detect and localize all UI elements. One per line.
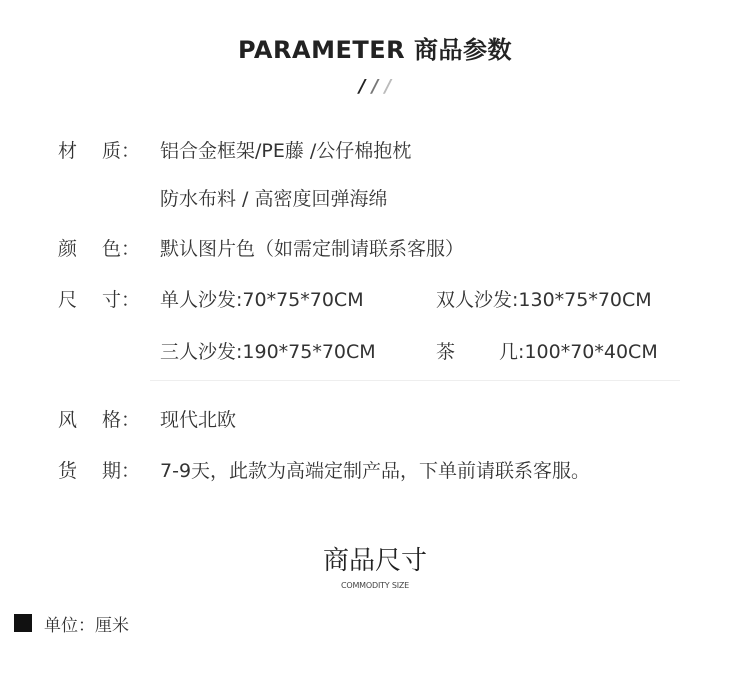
page-title: PARAMETER 商品参数 xyxy=(238,36,512,64)
param-label-material: 材 质： xyxy=(58,140,141,162)
param-value-color: 默认图片色（如需定制请联系客服） xyxy=(160,238,465,260)
param-row-material xyxy=(0,136,750,166)
unit-label: 单位：厘米 xyxy=(44,616,129,636)
slash-mark: / xyxy=(384,76,392,97)
param-row-size xyxy=(0,285,750,315)
param-value-size-double: 双人沙发:130*75*70CM xyxy=(436,289,652,311)
dimensions-subtitle: COMMODITY SIZE xyxy=(341,581,409,590)
param-label-size: 尺 寸： xyxy=(58,289,141,311)
decorative-slashes xyxy=(0,76,750,97)
param-value-material-line1: 铝合金框架/PE藤 /公仔棉抱枕 xyxy=(160,140,412,162)
param-value-style: 现代北欧 xyxy=(160,409,237,431)
param-value-material-line2: 防水布料 / 高密度回弹海绵 xyxy=(160,188,388,210)
param-value-delivery: 7-9天，此款为高端定制产品，下单前请联系客服。 xyxy=(160,460,591,482)
param-row-delivery xyxy=(0,456,750,486)
param-label-color: 颜 色： xyxy=(58,238,141,260)
section-divider xyxy=(150,380,680,381)
param-value-size-triple: 三人沙发:190*75*70CM xyxy=(160,341,376,363)
slash-mark: / xyxy=(371,76,379,97)
param-row-size-cont xyxy=(0,337,750,367)
param-row-style xyxy=(0,405,750,435)
param-value-size-table: 茶 几:100*70*40CM xyxy=(436,341,658,363)
param-label-delivery: 货 期： xyxy=(58,460,141,482)
dimensions-title: 商品尺寸 xyxy=(322,546,427,576)
param-label-style: 风 格： xyxy=(58,409,141,431)
param-row-material-cont xyxy=(0,184,750,214)
slash-mark: / xyxy=(358,76,366,97)
param-row-color xyxy=(0,234,750,264)
param-value-size-single: 单人沙发:70*75*70CM xyxy=(160,289,364,311)
square-bullet-icon xyxy=(14,614,32,632)
